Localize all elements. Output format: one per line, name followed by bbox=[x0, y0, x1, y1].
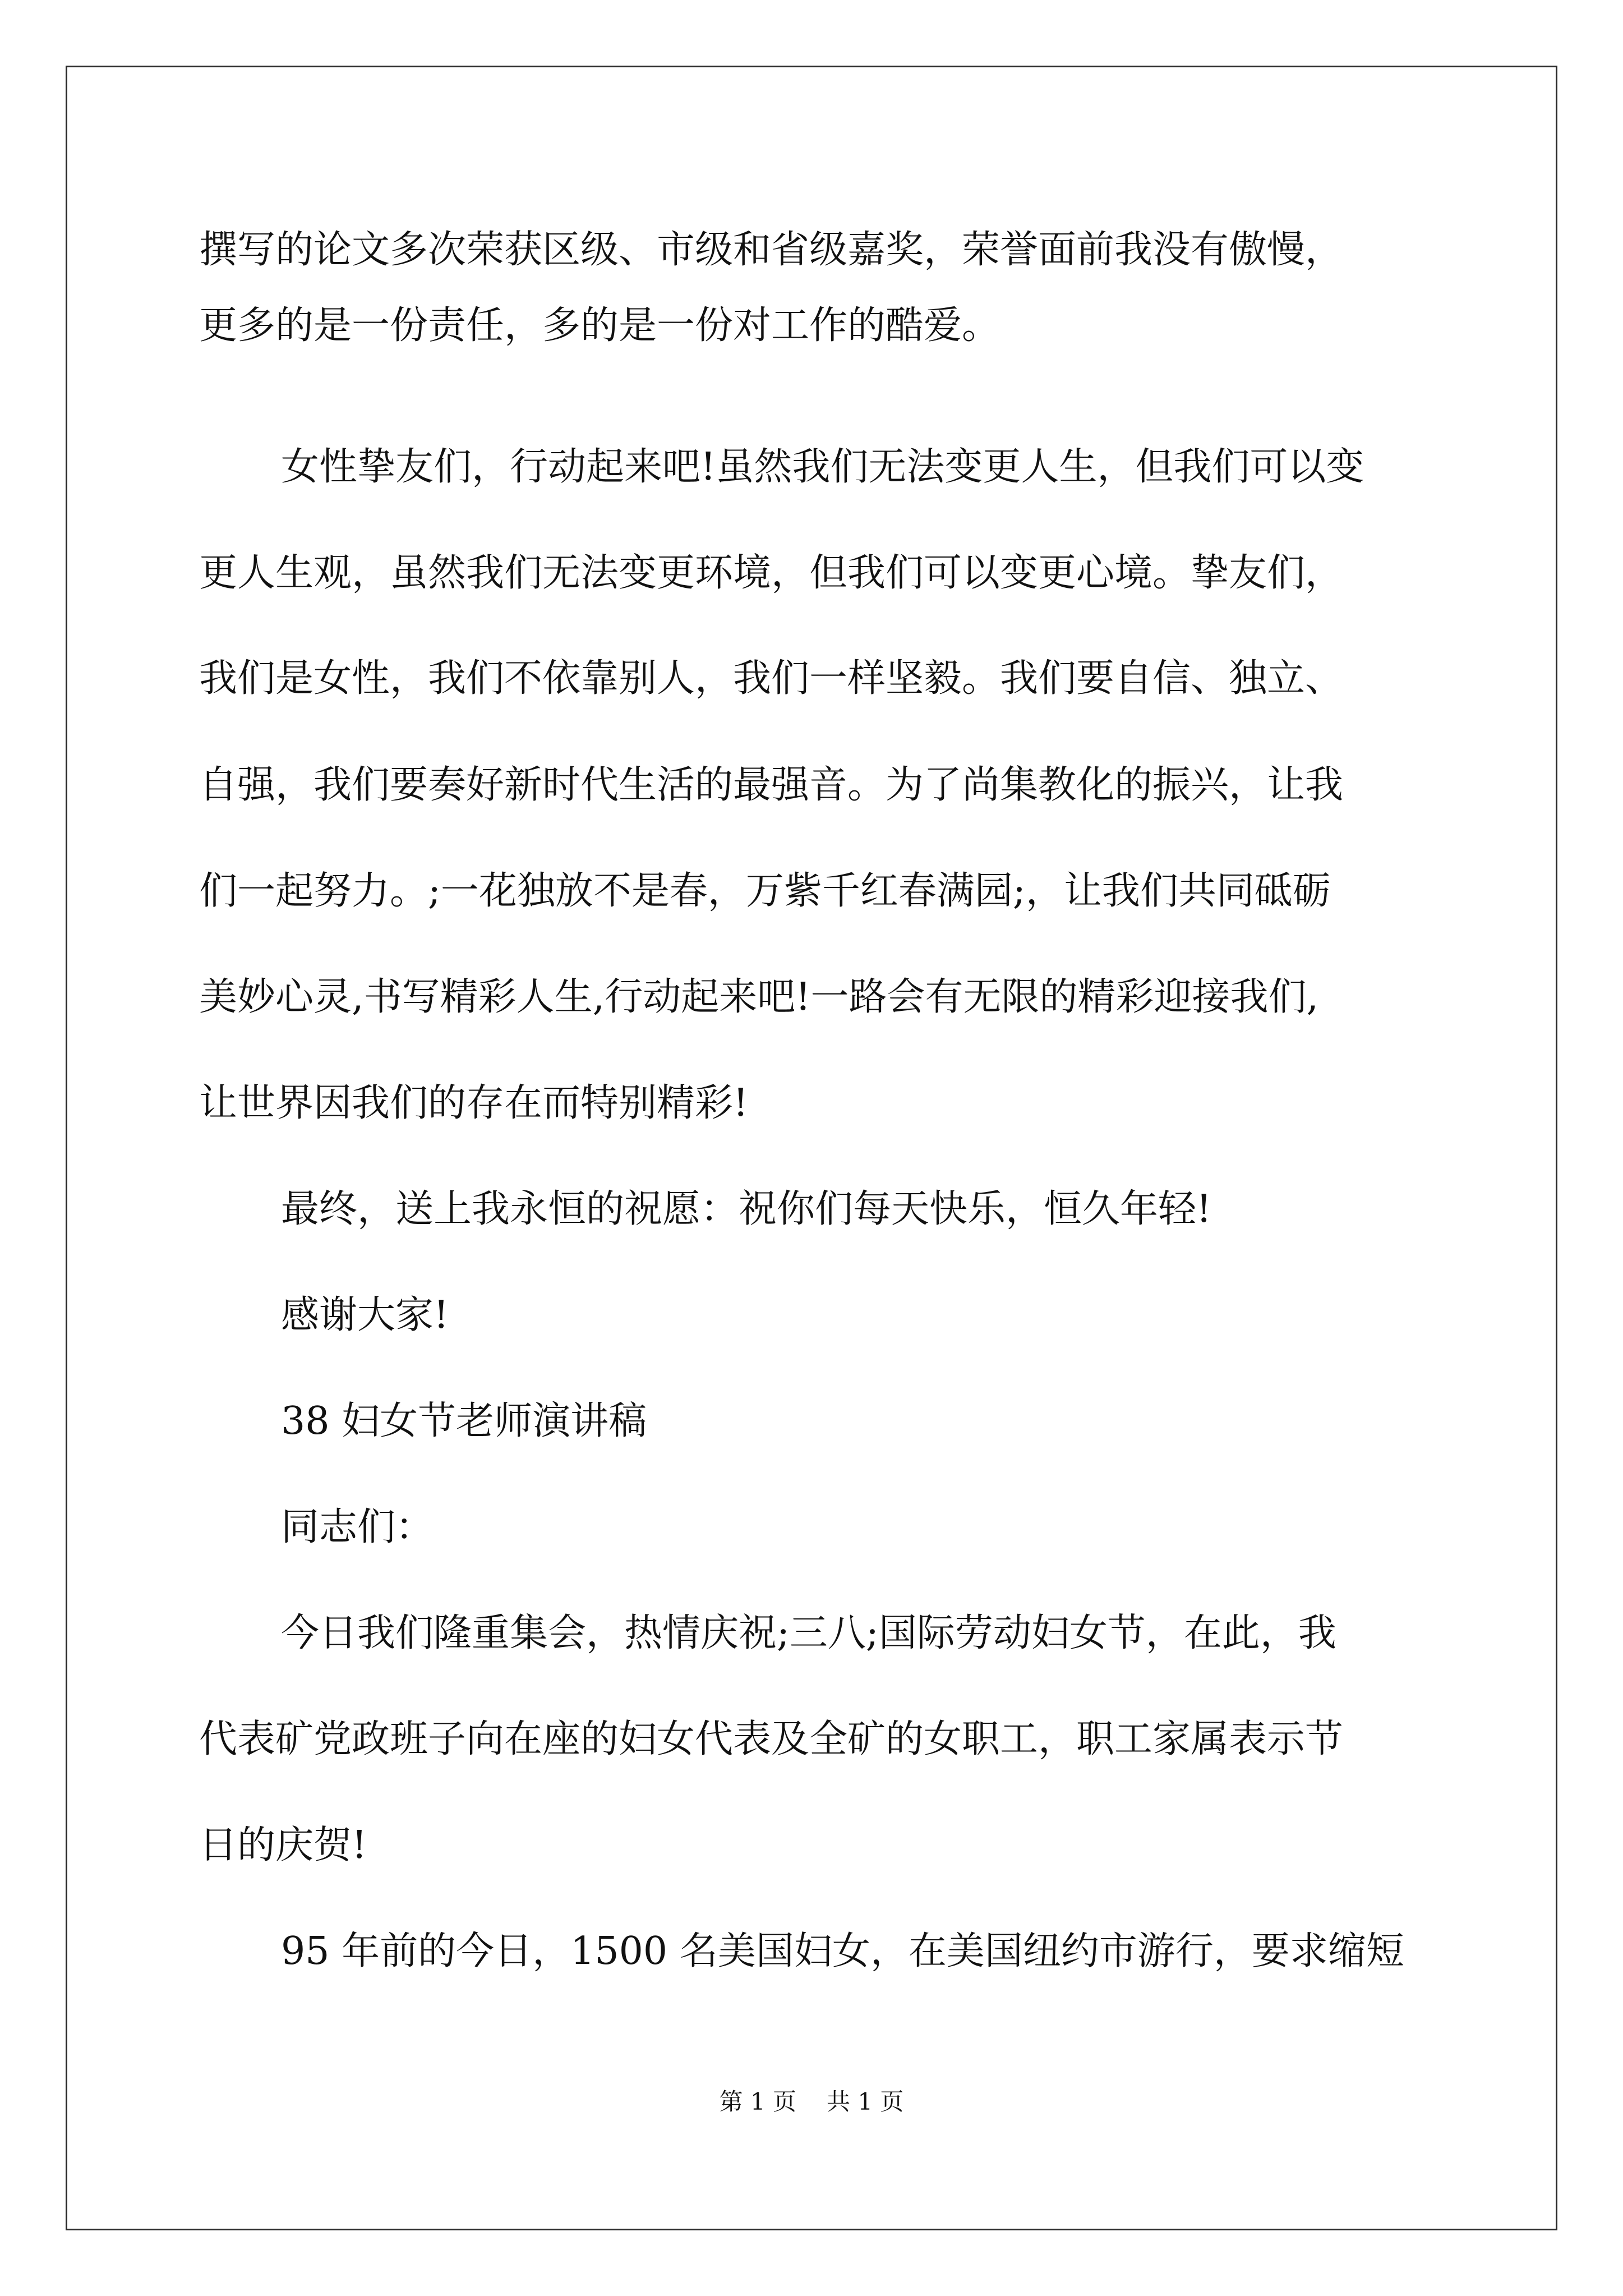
text-line: 同志们： bbox=[281, 1505, 434, 1549]
text-line: 感谢大家! bbox=[281, 1293, 449, 1337]
text-line: 日的庆贺! bbox=[199, 1823, 367, 1867]
text-line: 更多的是一份责任，多的是一份对工作的酷爱。 bbox=[199, 303, 1000, 348]
text-line: 最终，送上我永恒的祝愿：祝你们每天快乐，恒久年轻! bbox=[281, 1187, 1212, 1231]
text-line: 们一起努力。;一花独放不是春，万紫千红春满园;，让我们共同砥砺 bbox=[199, 869, 1331, 913]
text-line: 撰写的论文多次荣获区级、市级和省级嘉奖，荣誉面前我没有傲慢， bbox=[199, 228, 1344, 272]
page-total: 共 1 页 bbox=[827, 2088, 904, 2115]
text-line: 今日我们隆重集会，热情庆祝;三八;国际劳动妇女节，在此，我 bbox=[281, 1611, 1336, 1655]
page-border bbox=[66, 66, 1557, 2230]
text-line: 代表矿党政班子向在座的妇女代表及全矿的女职工，职工家属表示节 bbox=[199, 1717, 1344, 1761]
page-number: 第 1 页 bbox=[719, 2088, 796, 2115]
text-line: 95 年前的今日，1500 名美国妇女，在美国纽约市游行，要求缩短 bbox=[281, 1929, 1404, 1973]
text-line: 我们是女性，我们不依靠别人，我们一样坚毅。我们要自信、独立、 bbox=[199, 656, 1344, 701]
text-line: 让世界因我们的存在而特别精彩! bbox=[199, 1081, 749, 1125]
text-line: 美妙心灵,书写精彩人生,行动起来吧!一路会有无限的精彩迎接我们, bbox=[199, 975, 1319, 1019]
text-line: 38 妇女节老师演讲稿 bbox=[281, 1399, 647, 1443]
page-footer bbox=[0, 2090, 1623, 2114]
text-line: 自强，我们要奏好新时代生活的最强音。为了尚集教化的振兴，让我 bbox=[199, 763, 1344, 807]
text-line: 更人生观，虽然我们无法变更环境，但我们可以变更心境。挚友们， bbox=[199, 551, 1344, 595]
text-line: 女性挚友们，行动起来吧!虽然我们无法变更人生，但我们可以变 bbox=[281, 445, 1364, 489]
